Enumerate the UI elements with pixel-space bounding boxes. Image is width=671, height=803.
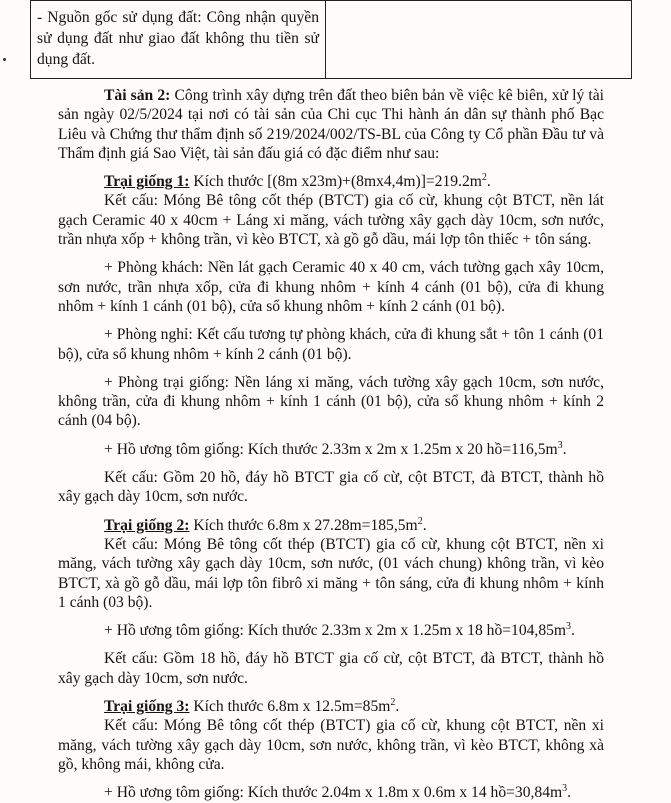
- farm-1-size: Kích thước [(8m x23m)+(8mx4,4m)]=219.2m: [189, 173, 482, 191]
- farm-2-size-unit: 2: [417, 515, 423, 527]
- farm-2-tanks: [58, 621, 604, 640]
- farm-1-structure: Kết cấu: Móng Bê tông cốt thép (BTCT) gia cố cừ, khung cột BTCT, nền lát gạch Ceramic 40 x 40cm + Láng xi măng, vách tường xây gạch dày 10cm, sơn nước, trần nhựa xốp + không trần, vì kèo BTCT, xà gồ gỗ dầu, mái lợp tôn thiếc + tôn sáng.: [58, 192, 604, 249]
- farm-1-tanks-text: + Hồ ương tôm giống: Kích thước 2.33m x 2m x 1.25m x 20 hồ=116,5m: [104, 440, 558, 458]
- farm-2-tanks-text: + Hồ ương tôm giống: Kích thước 2.33m x 2m x 1.25m x 18 hồ=104,85m: [104, 622, 567, 640]
- farm-1-heading: [58, 172, 604, 191]
- asset-2-text: Công trình xây dựng trên đất theo biên bản về việc kê biên, xử lý tài sản ngày 02/5/2024 tại nơi có tài sản của Chi cục Thi hành án dân sự thành phố Bạc Liêu và Chứng thư thẩm định số 219/2024/002/TS-BL của Công ty Cổ phần Đầu tư và Thẩm định giá Sao Việt, tài sản đấu giá có đặc điểm như sau:: [58, 87, 604, 162]
- scan-mark: [3, 58, 6, 61]
- farm-1-tanks-unit: 3: [557, 439, 563, 451]
- farm-1-farm-room: + Phòng trại giống: Nền láng xi măng, vách tường xây gạch 10cm, sơn nước, không trần, cửa đi khung nhôm + kính 1 cánh (01 bộ), cửa sổ khung nhôm + kính 2 cánh (04 bộ).: [58, 373, 604, 430]
- farm-1-title: Trại giống 1:: [104, 173, 190, 191]
- farm-3-size-unit: 2: [390, 696, 396, 708]
- farm-1-size-unit: 2: [481, 172, 487, 183]
- farm-1-living-room: + Phòng khách: Nền lát gạch Ceramic 40 x 40 cm, vách tường gạch xây 10cm, sơn nước, trần nhựa xốp, cửa đi khung nhôm + kính 4 cánh (01 bộ), cửa đi khung nhôm + kính 1 cánh (01 bộ), cửa sổ khung nhôm + kính 2 cánh (01 bộ).: [58, 259, 604, 315]
- farm-3-tanks-end: .: [567, 784, 572, 802]
- document-body: [58, 86, 604, 803]
- farm-2-size-end: .: [422, 516, 427, 534]
- farm-2-tanks-unit: 3: [566, 620, 572, 632]
- farm-3-size-end: .: [395, 698, 400, 716]
- farm-3-size: Kích thước 6.8m x 12.5m=85m: [189, 698, 391, 716]
- farm-1-size-end: .: [486, 173, 491, 191]
- farm-1-tanks-structure: Kết cấu: Gồm 20 hồ, đáy hồ BTCT gia cố cừ, cột BTCT, đà BTCT, thành hồ xây gạch dày 10cm, sơn nước.: [58, 469, 604, 506]
- table-row: [31, 1, 632, 79]
- farm-2-title: Trại giống 2:: [104, 516, 190, 534]
- farm-3-tanks-text: + Hồ ương tôm giống: Kích thước 2.04m x 1.8m x 0.6m x 14 hồ=30,84m: [104, 784, 563, 802]
- asset-2-label: Tài sản 2:: [104, 87, 171, 104]
- farm-3-tanks: [58, 783, 604, 802]
- farm-2-heading: [58, 516, 604, 535]
- farm-3-tanks-unit: 3: [562, 783, 568, 795]
- empty-cell: [326, 1, 632, 79]
- farm-3-structure: Kết cấu: Móng Bê tông cốt thép (BTCT) gia cố cừ, khung cột BTCT, nền xi măng, vách tường xây gạch dày 10cm, sơn nước, không trần, vì kèo BTCT, không xà gồ, không mái, không cửa.: [58, 717, 604, 773]
- land-origin-cell: - Nguồn gốc sử dụng đất: Công nhận quyền sử dụng đất như giao đất không thu tiền sử dụng đất.: [31, 1, 326, 79]
- farm-1-rest-room: + Phòng nghỉ: Kết cấu tương tự phòng khách, cửa đi khung sắt + tôn 1 cánh (01 bộ), cửa sổ khung nhôm + kính 2 cánh (01 bộ).: [58, 326, 604, 363]
- farm-3-title: Trại giống 3:: [104, 698, 190, 716]
- farm-2-tanks-structure: Kết cấu: Gồm 18 hồ, đáy hồ BTCT gia cố cừ, cột BTCT, đà BTCT, thành hồ xây gạch dày 10cm, sơn nước.: [58, 650, 604, 687]
- farm-1-tanks: [58, 440, 604, 459]
- farm-2-size: Kích thước 6.8m x 27.28m=185,5m: [189, 516, 418, 534]
- asset-2-paragraph: [58, 86, 604, 163]
- farm-3-heading: [58, 697, 604, 716]
- farm-2-structure: Kết cấu: Móng Bê tông cốt thép (BTCT) gia cố cừ, khung cột BTCT, nền xi măng, vách tường xây gạch dày 10cm, sơn nước, (01 vách chung) không trần, vì kèo BTCT, xà gồ gỗ dầu, mái lợp tôn fibrô xi măng + tôn sáng, cửa đi khung nhôm + kính 1 cánh (03 bộ).: [58, 535, 604, 611]
- farm-1-tanks-end: .: [562, 440, 567, 458]
- land-info-table: [30, 0, 632, 79]
- farm-2-tanks-end: .: [571, 622, 575, 640]
